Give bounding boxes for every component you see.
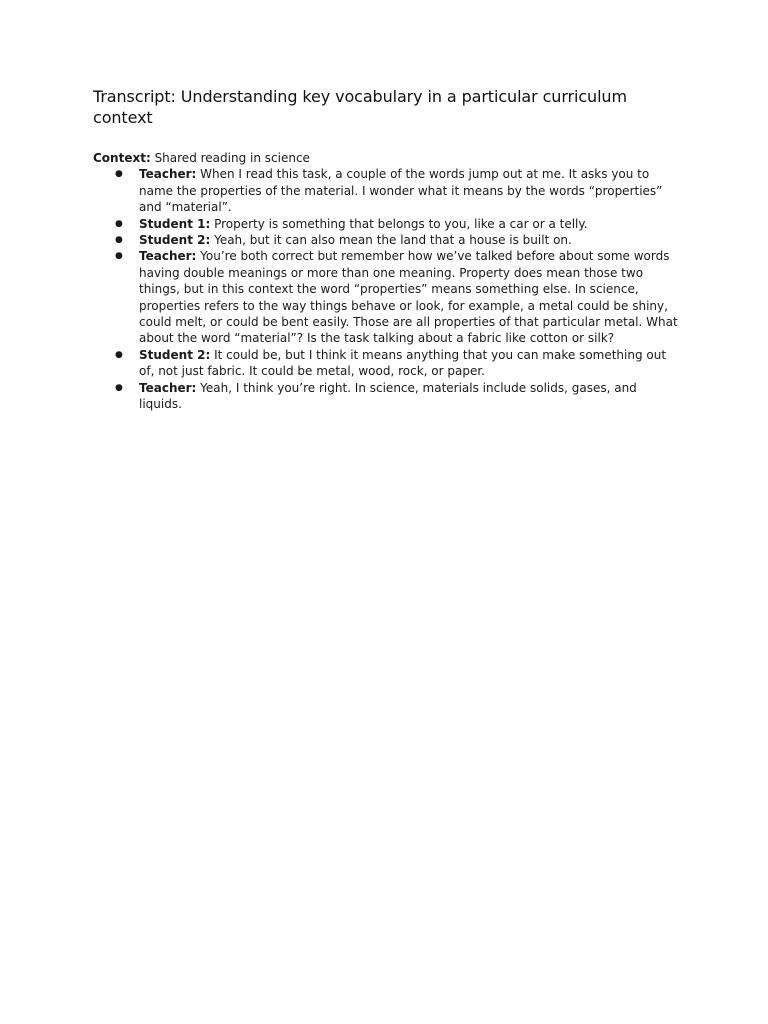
speaker-name: Student 2: <box>139 347 211 362</box>
speaker-name: Teacher: <box>139 249 197 264</box>
speaker-name: Teacher: <box>139 380 197 395</box>
speaker-text: You’re both correct but remember how we’ve talked before about some words having double meanings or more than one meaning. Property does mean those two things, but in this context the word “properties” means something else. In science, properties refers to the way things behave or look, for example, a metal could be shiny, could melt, or could be bent easily. Those are all properties of that particular metal. What about the word “material”? Is the task talking about a fabric like cotton or silk? <box>139 249 678 346</box>
speaker-text: Yeah, I think you’re right. In science, materials include solids, gases, and liquids. <box>139 380 637 412</box>
bullet-icon: ● <box>115 382 123 393</box>
context-label: Context: <box>93 151 151 165</box>
transcript-item <box>115 232 683 248</box>
speaker-text: Property is something that belongs to you, like a car or a telly. <box>210 216 588 231</box>
speaker-name: Student 2: <box>139 233 211 248</box>
bullet-icon: ● <box>115 349 123 360</box>
transcript-item <box>115 248 683 346</box>
transcript-item <box>115 216 683 232</box>
speaker-text: Yeah, but it can also mean the land that a house is built on. <box>210 233 572 248</box>
bullet-icon: ● <box>115 251 123 262</box>
transcript-item <box>115 380 683 413</box>
bullet-icon: ● <box>115 169 123 180</box>
context-value: Shared reading in science <box>150 151 310 165</box>
document-title: Transcript: Understanding key vocabulary in a particular curriculum context <box>93 87 627 127</box>
transcript-item <box>115 347 683 380</box>
speaker-text: When I read this task, a couple of the words jump out at me. It asks you to name the properties of the material. I wonder what it means by the words “properties” and “material”. <box>139 167 663 215</box>
speaker-name: Teacher: <box>139 167 197 182</box>
bullet-icon: ● <box>115 218 123 229</box>
context-line <box>93 150 683 166</box>
document-page <box>93 86 683 413</box>
bullet-icon: ● <box>115 235 123 246</box>
speaker-name: Student 1: <box>139 216 211 231</box>
transcript-list <box>93 166 683 412</box>
speaker-text: It could be, but I think it means anything that you can make something out of, not just fabric. It could be metal, wood, rock, or paper. <box>139 347 667 379</box>
transcript-item <box>115 166 683 215</box>
